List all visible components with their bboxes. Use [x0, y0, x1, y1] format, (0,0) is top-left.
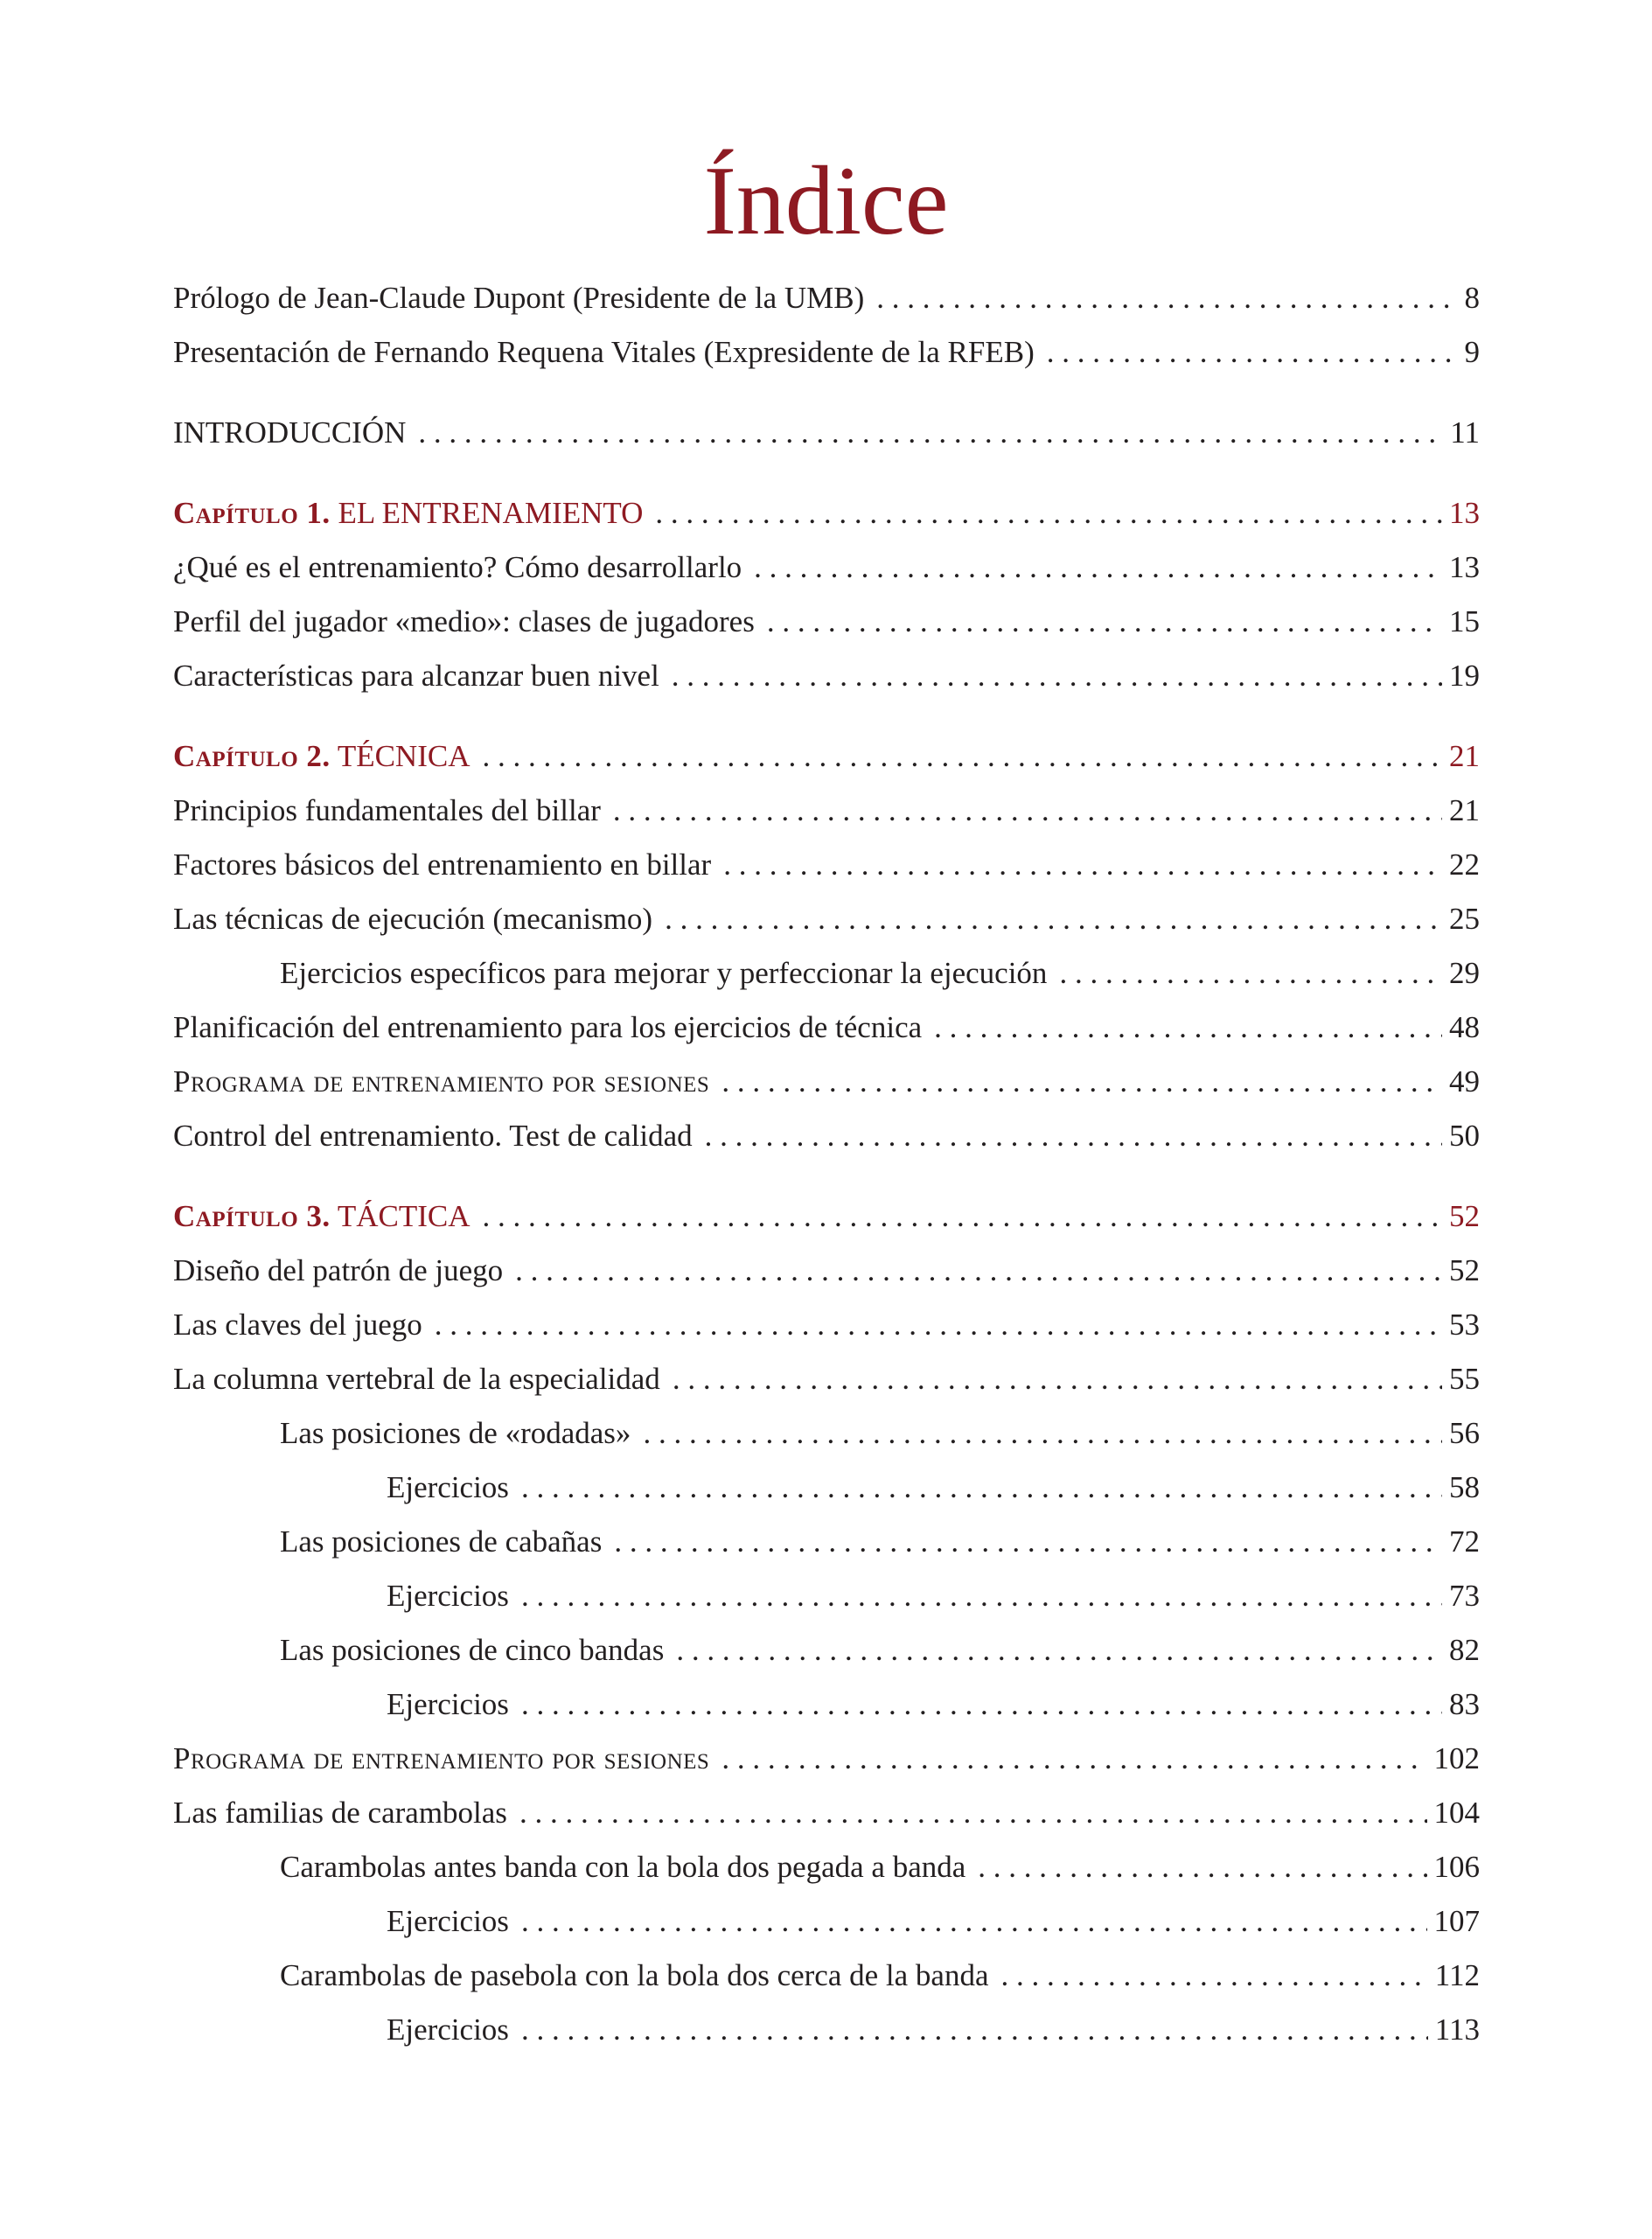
chapter-number: Capítulo 1. — [173, 496, 331, 530]
dot-leader — [521, 1461, 1442, 1515]
chapter-title: TÉCNICA — [337, 739, 471, 773]
toc-entry — [173, 1109, 1480, 1163]
toc-entry-page: 11 — [1450, 415, 1480, 450]
toc-entry — [173, 595, 1480, 649]
toc-entry — [173, 1949, 1480, 2003]
toc-entry — [173, 1894, 1480, 1949]
toc-entry-page: 19 — [1449, 659, 1480, 693]
dot-leader — [614, 1515, 1442, 1569]
toc-entry-label: Características para alcanzar buen nivel — [173, 659, 659, 693]
dot-leader — [672, 649, 1442, 703]
toc-entry — [173, 1515, 1480, 1569]
toc-entry-label: Prólogo de Jean-Claude Dupont (Presidente de la UMB) — [173, 281, 865, 315]
toc-entry-page: 82 — [1449, 1633, 1480, 1667]
toc-entry-page: 73 — [1449, 1579, 1480, 1613]
toc-entry-page: 55 — [1449, 1362, 1480, 1396]
toc-chapter-3 — [173, 1189, 1480, 1244]
dot-leader — [418, 406, 1443, 460]
toc-entry-label: Ejercicios — [387, 1687, 509, 1721]
toc-chapter-label — [173, 486, 655, 541]
chapter-number: Capítulo 2. — [173, 739, 331, 773]
toc-entry — [173, 1352, 1480, 1406]
toc-entry-label: Control del entrenamiento. Test de calidad — [173, 1119, 693, 1153]
toc-entry-label: ¿Qué es el entrenamiento? Cómo desarrollarlo — [173, 550, 742, 584]
chapter-number: Capítulo 3. — [173, 1199, 331, 1233]
toc-entry-label: Ejercicios — [387, 2012, 509, 2047]
dot-leader — [519, 1786, 1427, 1840]
toc-entry-label: Perfil del jugador «medio»: clases de jugadores — [173, 604, 755, 638]
toc-entry-page: 9 — [1464, 335, 1480, 369]
chapter-title: TÁCTICA — [337, 1199, 471, 1233]
toc-entry — [173, 1055, 1480, 1109]
toc-entry-label: Programa de entrenamiento por sesiones — [173, 1741, 710, 1775]
toc-entry — [173, 946, 1480, 1001]
toc-entry-page: 21 — [1449, 739, 1480, 773]
toc-entry — [173, 1244, 1480, 1298]
toc-entry-label: Programa de entrenamiento por sesiones — [173, 1064, 710, 1099]
toc-entry-label: Las técnicas de ejecución (mecanismo) — [173, 902, 653, 936]
toc-entry-page: 53 — [1449, 1308, 1480, 1342]
dot-leader — [521, 1894, 1427, 1949]
toc-entry-page: 13 — [1449, 496, 1480, 530]
chapter-title: EL ENTRENAMIENTO — [338, 496, 644, 530]
toc-entry-page: 104 — [1433, 1796, 1480, 1830]
dot-leader — [754, 541, 1442, 595]
dot-leader — [934, 1001, 1442, 1055]
toc-entry-page: 8 — [1464, 281, 1480, 315]
toc-chapter-2 — [173, 729, 1480, 784]
toc-entry — [173, 2003, 1480, 2057]
toc-entry-label: Las posiciones de cinco bandas — [280, 1633, 665, 1667]
toc-entry-label: Planificación del entrenamiento para los ejercicios de técnica — [173, 1010, 923, 1044]
toc-entry-page: 56 — [1449, 1416, 1480, 1450]
dot-leader — [721, 1055, 1442, 1109]
toc-entry-page: 52 — [1449, 1199, 1480, 1233]
dot-leader — [1001, 1949, 1428, 2003]
toc-entry-label: Presentación de Fernando Requena Vitales (Expresidente de la RFEB) — [173, 335, 1035, 369]
page-title: Índice — [703, 147, 949, 255]
toc-entry-label: Principios fundamentales del billar — [173, 793, 601, 827]
toc-entry-page: 58 — [1449, 1470, 1480, 1504]
toc-entry — [173, 649, 1480, 703]
dot-leader — [1059, 946, 1442, 1001]
toc-entry-page: 48 — [1449, 1010, 1480, 1044]
dot-leader — [521, 2003, 1428, 2057]
toc-entry — [173, 1001, 1480, 1055]
dot-leader — [705, 1109, 1442, 1163]
toc-entry — [173, 1678, 1480, 1732]
toc-entry — [173, 1732, 1480, 1786]
toc-entry — [173, 1840, 1480, 1894]
toc-entry-page: 15 — [1449, 604, 1480, 638]
toc-entry-page: 102 — [1433, 1741, 1480, 1775]
toc-chapter-1 — [173, 486, 1480, 541]
toc-entry-label: Carambolas de pasebola con la bola dos cerca de la banda — [280, 1958, 989, 1992]
dot-leader — [723, 838, 1442, 892]
toc-entry — [173, 1461, 1480, 1515]
dot-leader — [721, 1732, 1426, 1786]
toc-entry-presentacion — [173, 325, 1480, 380]
toc-entry — [173, 1786, 1480, 1840]
toc-entry-label: La columna vertebral de la especialidad — [173, 1362, 660, 1396]
toc-entry-label: Ejercicios — [387, 1579, 509, 1613]
dot-leader — [482, 1189, 1442, 1244]
toc-entry — [173, 784, 1480, 838]
toc-entry-label: Las posiciones de cabañas — [280, 1524, 603, 1559]
dot-leader — [521, 1678, 1442, 1732]
toc-entry-label: Ejercicios específicos para mejorar y perfeccionar la ejecución — [280, 956, 1048, 990]
toc-entry-page: 25 — [1449, 902, 1480, 936]
dot-leader — [521, 1569, 1442, 1623]
dot-leader — [767, 595, 1442, 649]
dot-leader — [673, 1352, 1442, 1406]
dot-leader — [482, 729, 1442, 784]
dot-leader — [978, 1840, 1426, 1894]
toc-entry — [173, 1406, 1480, 1461]
toc-entry — [173, 1569, 1480, 1623]
toc-entry-label: Las posiciones de «rodadas» — [280, 1416, 631, 1450]
dot-leader — [676, 1623, 1442, 1678]
toc-entry — [173, 1623, 1480, 1678]
toc-entry-label: Factores básicos del entrenamiento en billar — [173, 847, 712, 882]
toc-entry-page: 107 — [1433, 1904, 1480, 1938]
toc-entry — [173, 541, 1480, 595]
toc-entry-label: Las familias de carambolas — [173, 1796, 507, 1830]
toc-entry-page: 52 — [1449, 1253, 1480, 1287]
toc-entry-label: Ejercicios — [387, 1470, 509, 1504]
toc-entry-prologo — [173, 271, 1480, 325]
dot-leader — [655, 486, 1442, 541]
toc-entry-label: Las claves del juego — [173, 1308, 422, 1342]
dot-leader — [515, 1244, 1442, 1298]
toc-chapter-label — [173, 729, 482, 784]
toc-entry — [173, 892, 1480, 946]
toc-entry-page: 21 — [1449, 793, 1480, 827]
toc-entry-page: 112 — [1434, 1958, 1480, 1992]
dot-leader — [643, 1406, 1442, 1461]
toc-entry-page: 83 — [1449, 1687, 1480, 1721]
toc-entry-label: Diseño del patrón de juego — [173, 1253, 504, 1287]
toc-entry-label: Carambolas antes banda con la bola dos pegada a banda — [280, 1850, 966, 1884]
toc-entry-page: 13 — [1449, 550, 1480, 584]
dot-leader — [665, 892, 1442, 946]
toc-entry-page: 50 — [1449, 1119, 1480, 1153]
dot-leader — [876, 271, 1457, 325]
toc-entry-label: INTRODUCCIÓN — [173, 415, 407, 450]
toc-entry — [173, 1298, 1480, 1352]
dot-leader — [1047, 325, 1458, 380]
toc-entry-page: 72 — [1449, 1524, 1480, 1559]
toc-entry-label: Ejercicios — [387, 1904, 509, 1938]
toc-entry-page: 49 — [1449, 1064, 1480, 1099]
toc-entry-page: 113 — [1434, 2012, 1480, 2047]
toc-entry-page: 106 — [1433, 1850, 1480, 1884]
toc-entry — [173, 838, 1480, 892]
toc-entry-introduccion — [173, 406, 1480, 460]
dot-leader — [435, 1298, 1442, 1352]
toc-entry-page: 29 — [1449, 956, 1480, 990]
toc-chapter-label — [173, 1189, 482, 1244]
toc-entry-page: 22 — [1449, 847, 1480, 882]
dot-leader — [613, 784, 1442, 838]
